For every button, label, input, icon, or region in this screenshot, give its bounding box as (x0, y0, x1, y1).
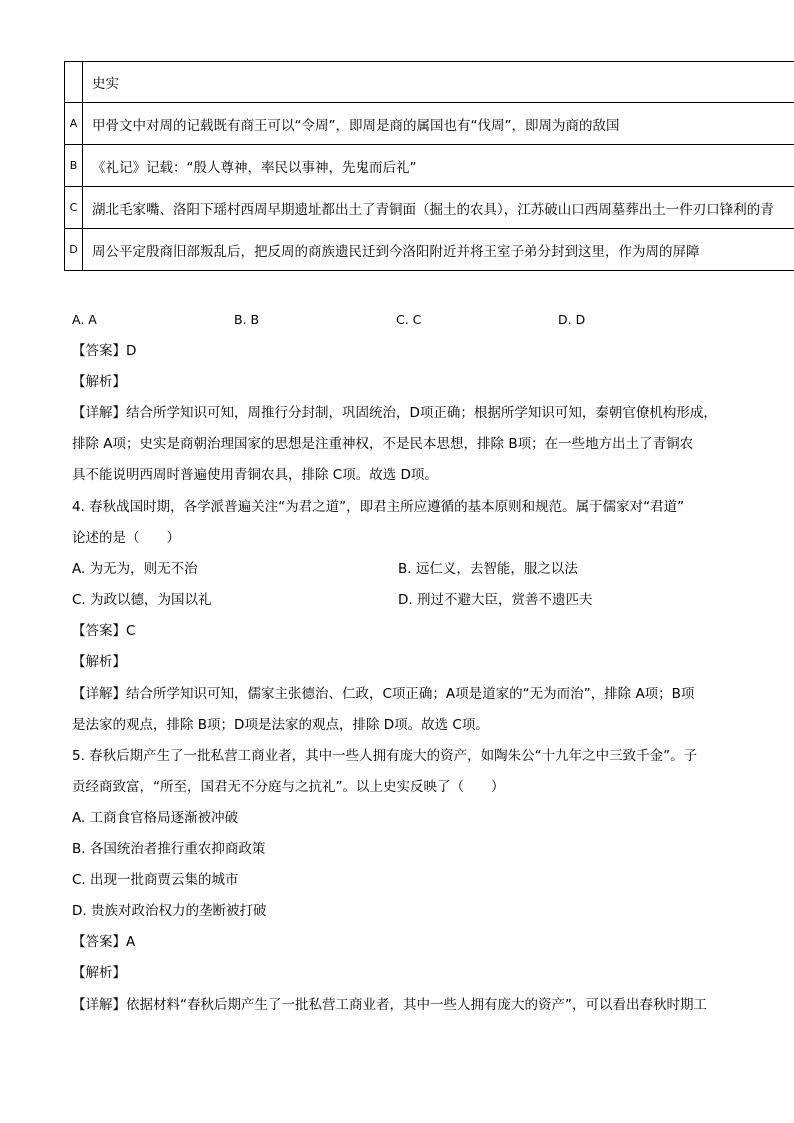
row-text: 甲骨文中对周的记载既有商王可以“令周”，即周是商的属国也有“伐周”，即周为商的敌国 (83, 103, 794, 145)
q3-option-a: A. A (72, 312, 97, 327)
row-key: D (65, 229, 83, 271)
row-text: 湖北毛家嘴、洛阳下瑶村西周早期遗址都出土了青铜面（掘土的农具），江苏破山口西周墓葬出土一件刃口锋利的青 (83, 187, 794, 229)
table-row (65, 229, 794, 271)
q4-analysis-label: 【解析】 (72, 654, 126, 670)
q5-stem-line: 贡经商致富，“所至，国君无不分庭与之抗礼”。以上史实反映了（ ） (72, 779, 505, 795)
q3-detail-line: 具不能说明西周时普遍使用青铜农具，排除 C项。故选 D项。 (72, 467, 438, 483)
q3-detail-line: 【详解】结合所学知识可知，周推行分封制，巩固统治，D项正确；根据所学知识可知，秦朝官僚机构形成， (72, 405, 717, 421)
table-row (65, 103, 794, 145)
table-row (65, 187, 794, 229)
q4-stem-line: 4. 春秋战国时期，各学派普遍关注“为君之道”，即君主所应遵循的基本原则和规范。属于儒家对“君道” (72, 499, 685, 515)
q4-detail-line: 是法家的观点，排除 B项；D项是法家的观点，排除 D项。故选 C项。 (72, 717, 489, 733)
q5-option-c: C. 出现一批商贾云集的城市 (72, 872, 239, 888)
row-text: 周公平定殷商旧部叛乱后，把反周的商族遗民迁到今洛阳附近并将王室子弟分封到这里，作为周的屏障 (83, 229, 794, 271)
table-row (65, 145, 794, 187)
q3-option-b: B. B (234, 312, 260, 327)
q5-answer: 【答案】A (72, 934, 136, 950)
q3-option-c: C. C (396, 312, 422, 327)
q4-option-b: B. 远仁义，去智能，服之以法 (398, 561, 578, 577)
q5-option-a: A. 工商食官格局逐渐被冲破 (72, 810, 239, 826)
q5-analysis-label: 【解析】 (72, 965, 126, 981)
table-header-cell: 史实 (83, 62, 794, 103)
table-header-row (65, 62, 794, 103)
q4-detail-line: 【详解】结合所学知识可知，儒家主张德治、仁政，C项正确；A项是道家的“无为而治”，排除 A项；B项 (72, 686, 695, 702)
q4-option-a: A. 为无为，则无不治 (72, 561, 198, 577)
q5-option-b: B. 各国统治者推行重农抑商政策 (72, 841, 266, 857)
row-key: C (65, 187, 83, 229)
q5-option-d: D. 贵族对政治权力的垄断被打破 (72, 903, 267, 919)
q3-answer: 【答案】D (72, 343, 137, 359)
q4-option-d: D. 刑过不避大臣，赏善不遗匹夫 (398, 592, 593, 608)
q4-answer: 【答案】C (72, 623, 136, 639)
q3-detail-line: 排除 A项；史实是商朝治理国家的思想是注重神权，不是民本思想，排除 B项；在一些地方出土了青铜农 (72, 436, 694, 452)
q4-option-c: C. 为政以德，为国以礼 (72, 592, 212, 608)
row-key: A (65, 103, 83, 145)
row-key: B (65, 145, 83, 187)
q5-detail-line: 【详解】依据材料“春秋后期产生了一批私营工商业者，其中一些人拥有庞大的资产”，可以看出春秋时期工 (72, 997, 707, 1013)
table-corner-cell (65, 62, 83, 103)
row-text: 《礼记》记载：“殷人尊神，率民以事神，先鬼而后礼” (83, 145, 794, 187)
q4-stem-line: 论述的是（ ） (72, 530, 180, 546)
historical-facts-table (64, 61, 794, 271)
q3-option-d: D. D (558, 312, 586, 327)
q5-stem-line: 5. 春秋后期产生了一批私营工商业者，其中一些人拥有庞大的资产，如陶朱公“十九年之中三致千金”。子 (72, 748, 698, 764)
q3-analysis-label: 【解析】 (72, 374, 126, 390)
